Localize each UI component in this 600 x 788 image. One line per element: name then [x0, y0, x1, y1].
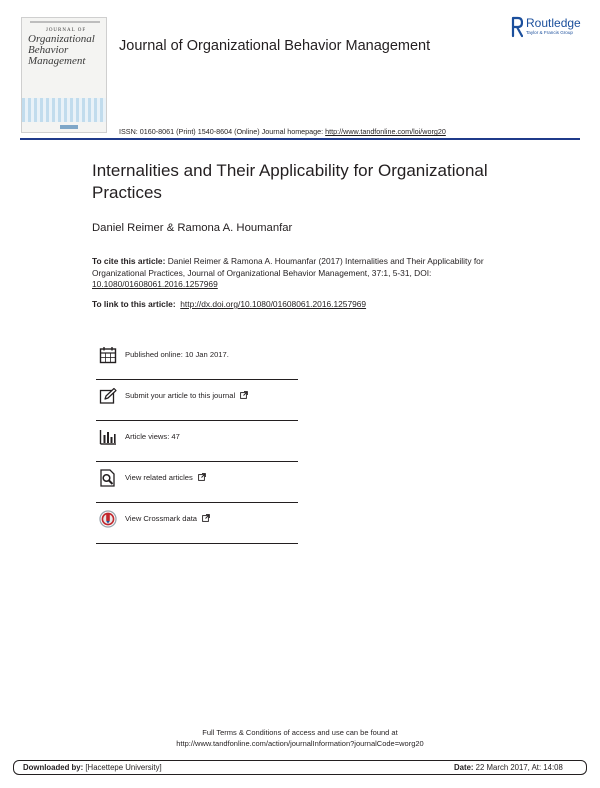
download-date	[454, 763, 563, 772]
header-divider	[20, 138, 580, 140]
published-date-text: Published online: 10 Jan 2017.	[125, 350, 229, 359]
info-published	[96, 339, 298, 380]
info-related-articles[interactable]	[96, 462, 298, 503]
journal-title: Journal of Organizational Behavior Management	[119, 38, 431, 54]
cover-title-line2: Behavior	[28, 44, 69, 56]
issn-text: ISSN: 0160-8061 (Print) 1540-8604 (Online) Journal homepage:	[119, 127, 324, 136]
article-doi-link[interactable]: http://dx.doi.org/10.1080/01608061.2016.1257969	[180, 299, 367, 309]
cover-publisher-mark	[60, 125, 78, 129]
search-document-icon	[99, 469, 117, 487]
cite-doi-link[interactable]: 10.1080/01608061.2016.1257969	[92, 279, 218, 290]
submit-article-link[interactable]	[125, 391, 248, 400]
related-articles-link[interactable]	[125, 473, 206, 482]
downloaded-by-value: [Hacettepe University]	[85, 763, 162, 772]
article-authors: Daniel Reimer & Ramona A. Houmanfar	[92, 222, 293, 234]
cover-title	[28, 27, 104, 67]
info-submit-article[interactable]	[96, 380, 298, 421]
article-link-line	[92, 299, 512, 309]
cover-title-line1: Organizational	[28, 33, 95, 45]
submit-article-label: Submit your article to this journal	[125, 391, 236, 400]
crossmark-label: View Crossmark data	[125, 514, 198, 523]
publisher-tagline: Taylor & Francis Group	[526, 30, 573, 35]
edit-icon	[99, 387, 117, 405]
routledge-r-icon	[511, 16, 523, 38]
cover-title-line3: Management	[28, 55, 86, 67]
terms-url-link[interactable]: http://www.tandfonline.com/action/journalInformation?journalCode=worg20	[176, 739, 424, 748]
download-date-label: Date:	[454, 763, 474, 772]
journal-cover-thumbnail	[21, 17, 107, 133]
link-label: To link to this article:	[92, 299, 176, 309]
external-link-icon	[240, 391, 248, 399]
related-articles-label: View related articles	[125, 473, 193, 482]
terms-and-conditions	[0, 727, 600, 749]
cite-label: To cite this article:	[92, 256, 166, 266]
info-crossmark[interactable]	[96, 503, 298, 544]
downloaded-by	[23, 763, 162, 772]
issn-line	[119, 127, 446, 136]
external-link-icon	[198, 473, 206, 481]
journal-homepage-link[interactable]: http://www.tandfonline.com/loi/worg20	[325, 127, 446, 136]
cover-small-title: JOURNAL OF	[45, 28, 87, 33]
cite-text: Daniel Reimer & Ramona A. Houmanfar (2017) Internalities and Their Applicability for Organizational Practices, Journal of Organizational Behavior Management, 37:1, 5-31, DOI:	[92, 256, 484, 278]
download-info-bar	[13, 760, 587, 775]
bar-chart-icon	[99, 428, 117, 446]
download-date-value: 22 March 2017, At: 14:08	[475, 763, 563, 772]
info-article-views	[96, 421, 298, 462]
publisher-name: Routledge	[526, 16, 581, 30]
publisher-logo	[511, 16, 591, 40]
external-link-icon	[202, 514, 210, 522]
citation-block	[92, 256, 512, 291]
crossmark-link[interactable]	[125, 514, 210, 523]
calendar-icon	[99, 346, 117, 364]
downloaded-by-label: Downloaded by:	[23, 763, 84, 772]
cover-top-line	[30, 21, 100, 23]
terms-line1: Full Terms & Conditions of access and use can be found at	[202, 728, 398, 737]
article-views-text: Article views: 47	[125, 432, 180, 441]
cover-decorative-band	[22, 98, 106, 122]
crossmark-icon	[99, 510, 117, 528]
article-title: Internalities and Their Applicability for Organizational Practices	[92, 161, 488, 202]
